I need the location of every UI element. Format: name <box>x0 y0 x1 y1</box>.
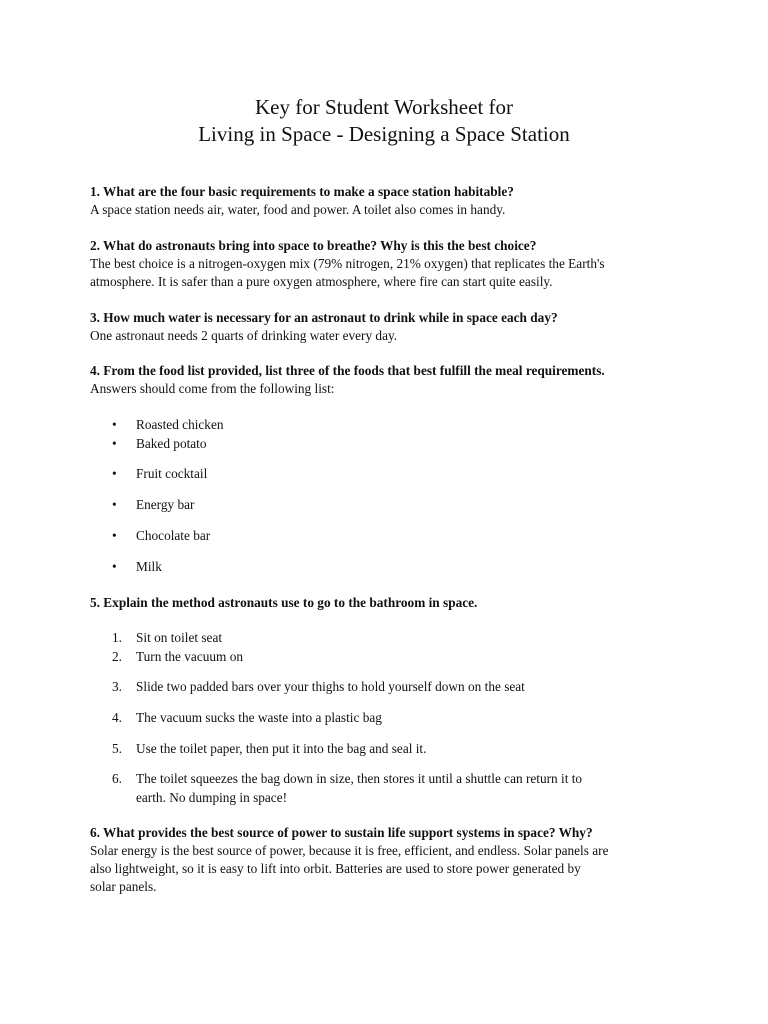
answer-2-line-2: atmosphere. It is safer than a pure oxygen atmosphere, where fire can start quite easily. <box>90 274 553 289</box>
food-list-item-label: Roasted chicken <box>136 417 224 432</box>
question-2-text: 2. What do astronauts bring into space to breathe? Why is this the best choice? <box>90 238 537 253</box>
question-3-text: 3. How much water is necessary for an astronaut to drink while in space each day? <box>90 310 558 325</box>
answer-6-line-2: also lightweight, so it is easy to lift into orbit. Batteries are used to store power generated by <box>90 861 581 876</box>
question-4 <box>90 362 690 398</box>
question-5-text: 5. Explain the method astronauts use to go to the bathroom in space. <box>90 595 478 610</box>
answer-1-line-1: A space station needs air, water, food and power. A toilet also comes in handy. <box>90 202 506 217</box>
bullet-marker: • <box>112 528 117 543</box>
bullet-marker: • <box>112 466 117 481</box>
question-5 <box>90 594 690 612</box>
bullet-marker: • <box>112 417 117 432</box>
step-number: 4. <box>112 710 122 725</box>
step-text: The toilet squeezes the bag down in size, then stores it until a shuttle can return it to <box>136 771 583 786</box>
step-text: The vacuum sucks the waste into a plastic bag <box>136 710 382 725</box>
step-number: 5. <box>112 741 122 756</box>
answer-3-line-1: One astronaut needs 2 quarts of drinking water every day. <box>90 328 398 343</box>
answer-6-line-1: Solar energy is the best source of power, because it is free, efficient, and endless. Solar panels are <box>90 843 609 858</box>
page-title-line-2: Living in Space - Designing a Space Station <box>198 122 570 146</box>
step-number: 1. <box>112 630 122 645</box>
answer-4-line-1: Answers should come from the following list: <box>90 381 335 396</box>
bullet-marker: • <box>112 559 117 574</box>
answer-2-line-1: The best choice is a nitrogen-oxygen mix (79% nitrogen, 21% oxygen) that replicates the Earth's <box>90 256 605 271</box>
bullet-marker: • <box>112 497 117 512</box>
food-list-item-label: Fruit cocktail <box>136 466 208 481</box>
food-list-item-label: Milk <box>136 559 162 574</box>
step-number: 2. <box>112 649 122 664</box>
question-3 <box>90 309 690 345</box>
step-text: Use the toilet paper, then put it into the bag and seal it. <box>136 741 427 756</box>
answer-6-line-3: solar panels. <box>90 879 157 894</box>
step-text: Turn the vacuum on <box>136 649 243 664</box>
food-list-item-label: Energy bar <box>136 497 195 512</box>
bullet-marker: • <box>112 436 117 451</box>
step-text: Slide two padded bars over your thighs to hold yourself down on the seat <box>136 679 525 694</box>
step-text: earth. No dumping in space! <box>136 790 288 805</box>
question-6 <box>90 824 690 896</box>
question-2 <box>90 237 690 291</box>
step-number: 6. <box>112 771 122 786</box>
step-text: Sit on toilet seat <box>136 630 223 645</box>
question-1 <box>90 183 690 219</box>
question-1-text: 1. What are the four basic requirements to make a space station habitable? <box>90 184 514 199</box>
step-number: 3. <box>112 679 122 694</box>
food-list-item-label: Chocolate bar <box>136 528 211 543</box>
question-4-text: 4. From the food list provided, list three of the foods that best fulfill the meal requirements. <box>90 363 605 378</box>
food-list-item-label: Baked potato <box>136 436 207 451</box>
page-title-line-1: Key for Student Worksheet for <box>254 95 514 119</box>
question-6-text: 6. What provides the best source of power to sustain life support systems in space? Why? <box>90 825 593 840</box>
